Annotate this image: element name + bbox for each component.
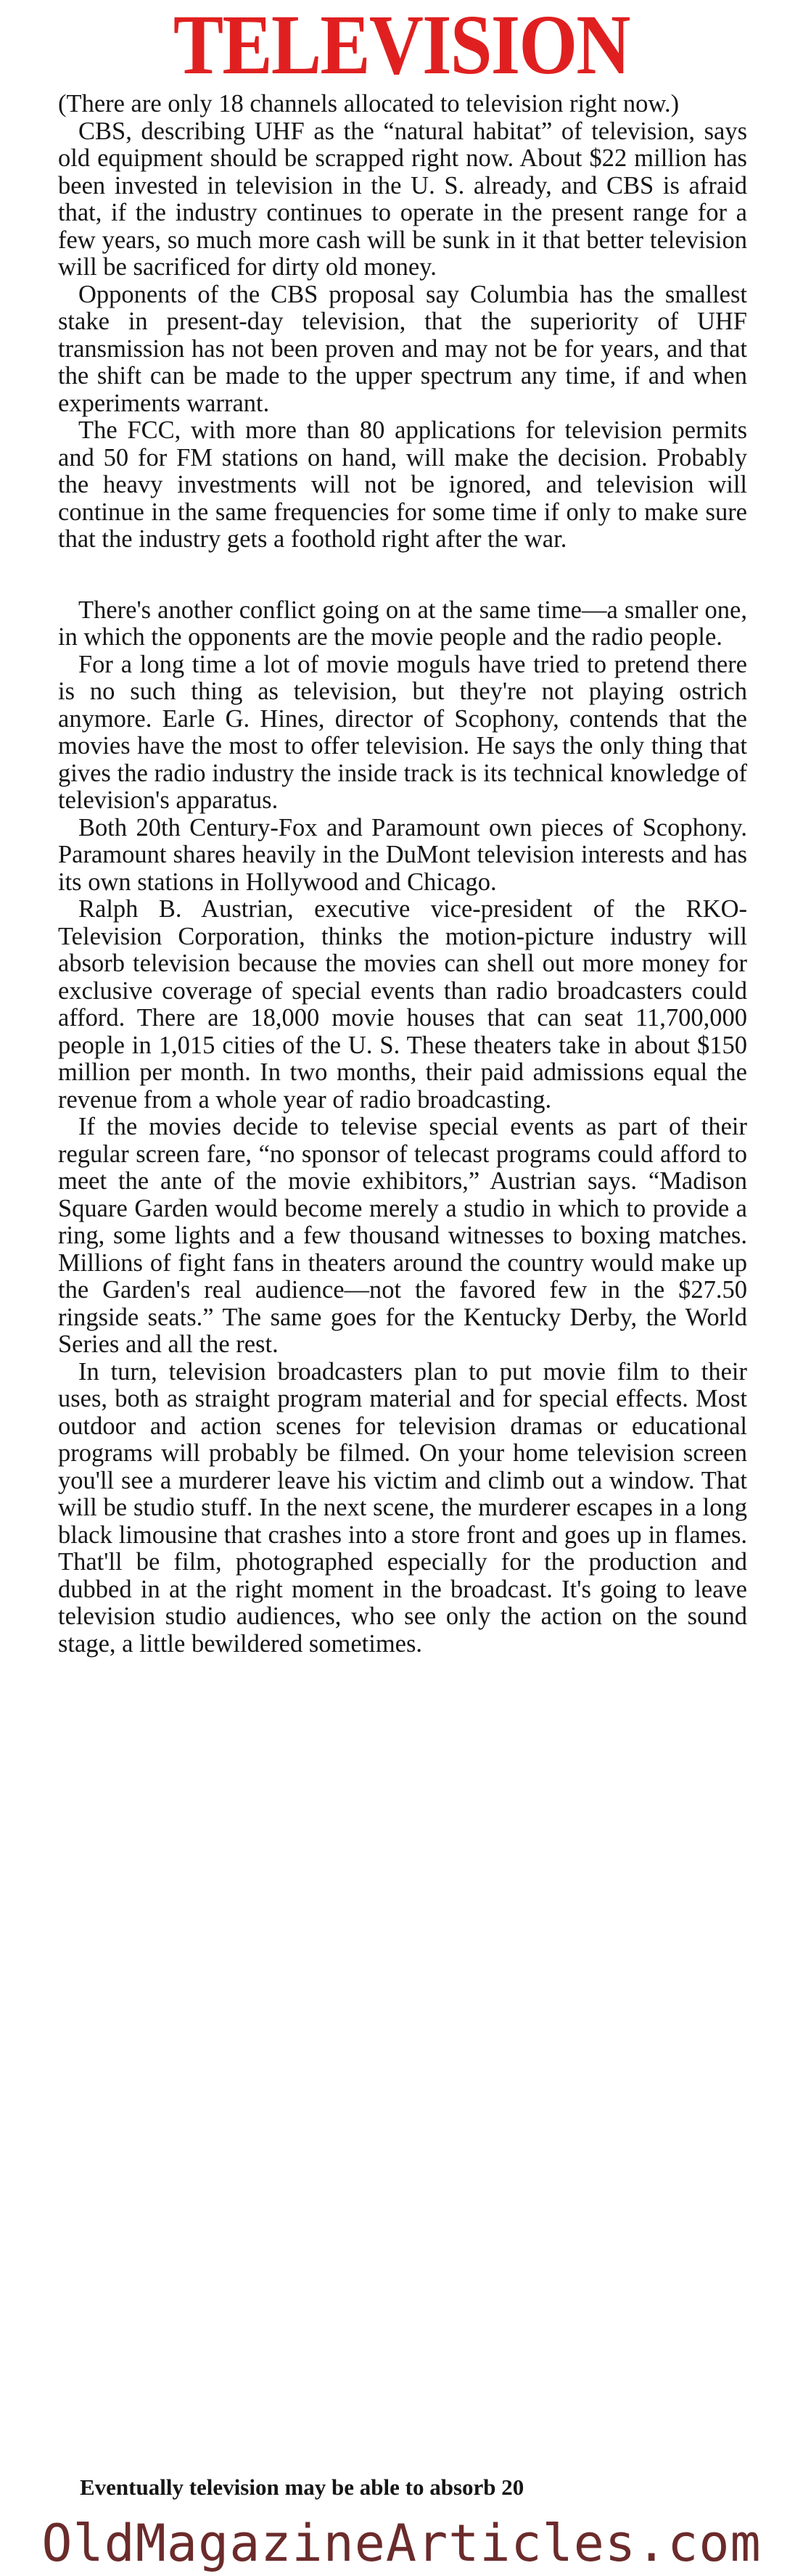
article-paragraph-6: For a long time a lot of movie moguls have tried to pretend there is no such thing as television, but they're not playing ostrich anymore. Earle G. Hines, director of Scophony, contends that the movies have the most to offer television. He says the only thing that gives the radio industry the inside track is its technical knowledge of television's apparatus. (58, 650, 747, 814)
article-paragraph-8: Ralph B. Austrian, executive vice-president of the RKO-Television Corporation, thinks the motion-picture industry will absorb television because the movies can shell out more money for exclusive coverage of special events than radio broadcasters could afford. There are 18,000 movie houses that can seat 11,700,000 people in 1,015 cities of the U. S. These theaters take in about $150 million per month. In two months, their paid admissions equal the revenue from a whole year of radio broadcasting. (58, 895, 747, 1114)
article-paragraph-5: There's another conflict going on at the same time—a smaller one, in which the opponents are the movie people and the radio people. (58, 596, 747, 651)
masthead (0, 0, 803, 94)
source-watermark: OldMagazineArticles.com (41, 2514, 762, 2573)
article-paragraph-7: Both 20th Century-Fox and Paramount own pieces of Scophony. Paramount shares heavily in the DuMont television interests and has its own stations in Hollywood and Chicago. (58, 813, 747, 896)
article-paragraph-10: In turn, television broadcasters plan to put movie film to their uses, both as straight program material and for special effects. Most outdoor and action scenes for television dramas or educational programs will probably be filmed. On your home television screen you'll see a murderer leave his victim and climb out a window. That will be studio stuff. In the next scene, the murderer escapes in a long black limousine that crashes into a store front and goes up in flames. That'll be film, photographed especially for the production and dubbed in at the right moment in the broadcast. It's going to leave television studio audiences, who see only the action on the sound stage, a little bewildered sometimes. (58, 1357, 747, 1658)
article-paragraph-3: Opponents of the CBS proposal say Columbia has the smallest stake in present-day television, that the superiority of UHF transmission has not been proven and may not be for years, and that the shift can be made to the upper spectrum any time, if and when experiments warrant. (58, 280, 747, 417)
article-body (58, 91, 747, 1658)
article-paragraph-1: (There are only 18 channels allocated to television right now.) (58, 90, 680, 118)
article-paragraph-2: CBS, describing UHF as the “natural habitat” of television, says old equipment should be scrapped right now. About $22 million has been invested in television in the U. S. already, and CBS is afraid that, if the industry continues to operate in the present range for a few years, so much more cash will be sunk in it that better television will be sacrificed for dirty old money. (58, 117, 747, 281)
article-paragraph-9: If the movies decide to televise special events as part of their regular screen fare, “no sponsor of telecast programs could afford to meet the ante of the movie exhibitors,” Austrian says. “Madison Square Garden would become merely a studio in which to provide a ring, some lights and a few thousand witnesses to boxing matches. Millions of fight fans in theaters around the country would make up the Garden's real audience—not the favored few in the $27.50 ringside seats.” The same goes for the Kentucky Derby, the World Series and all the rest. (58, 1113, 747, 1358)
section-title: TELEVISION (173, 0, 630, 92)
section-break (58, 554, 747, 597)
article-continuation-line: Eventually television may be able to absorb 20 (80, 2474, 524, 2500)
article-paragraph-4: The FCC, with more than 80 applications for television permits and 50 for FM stations on hand, will make the decision. Probably the heavy investments will not be ignored, and television will continue in the same frequencies for some time if only to make sure that the industry gets a foothold right after the war. (58, 416, 747, 553)
